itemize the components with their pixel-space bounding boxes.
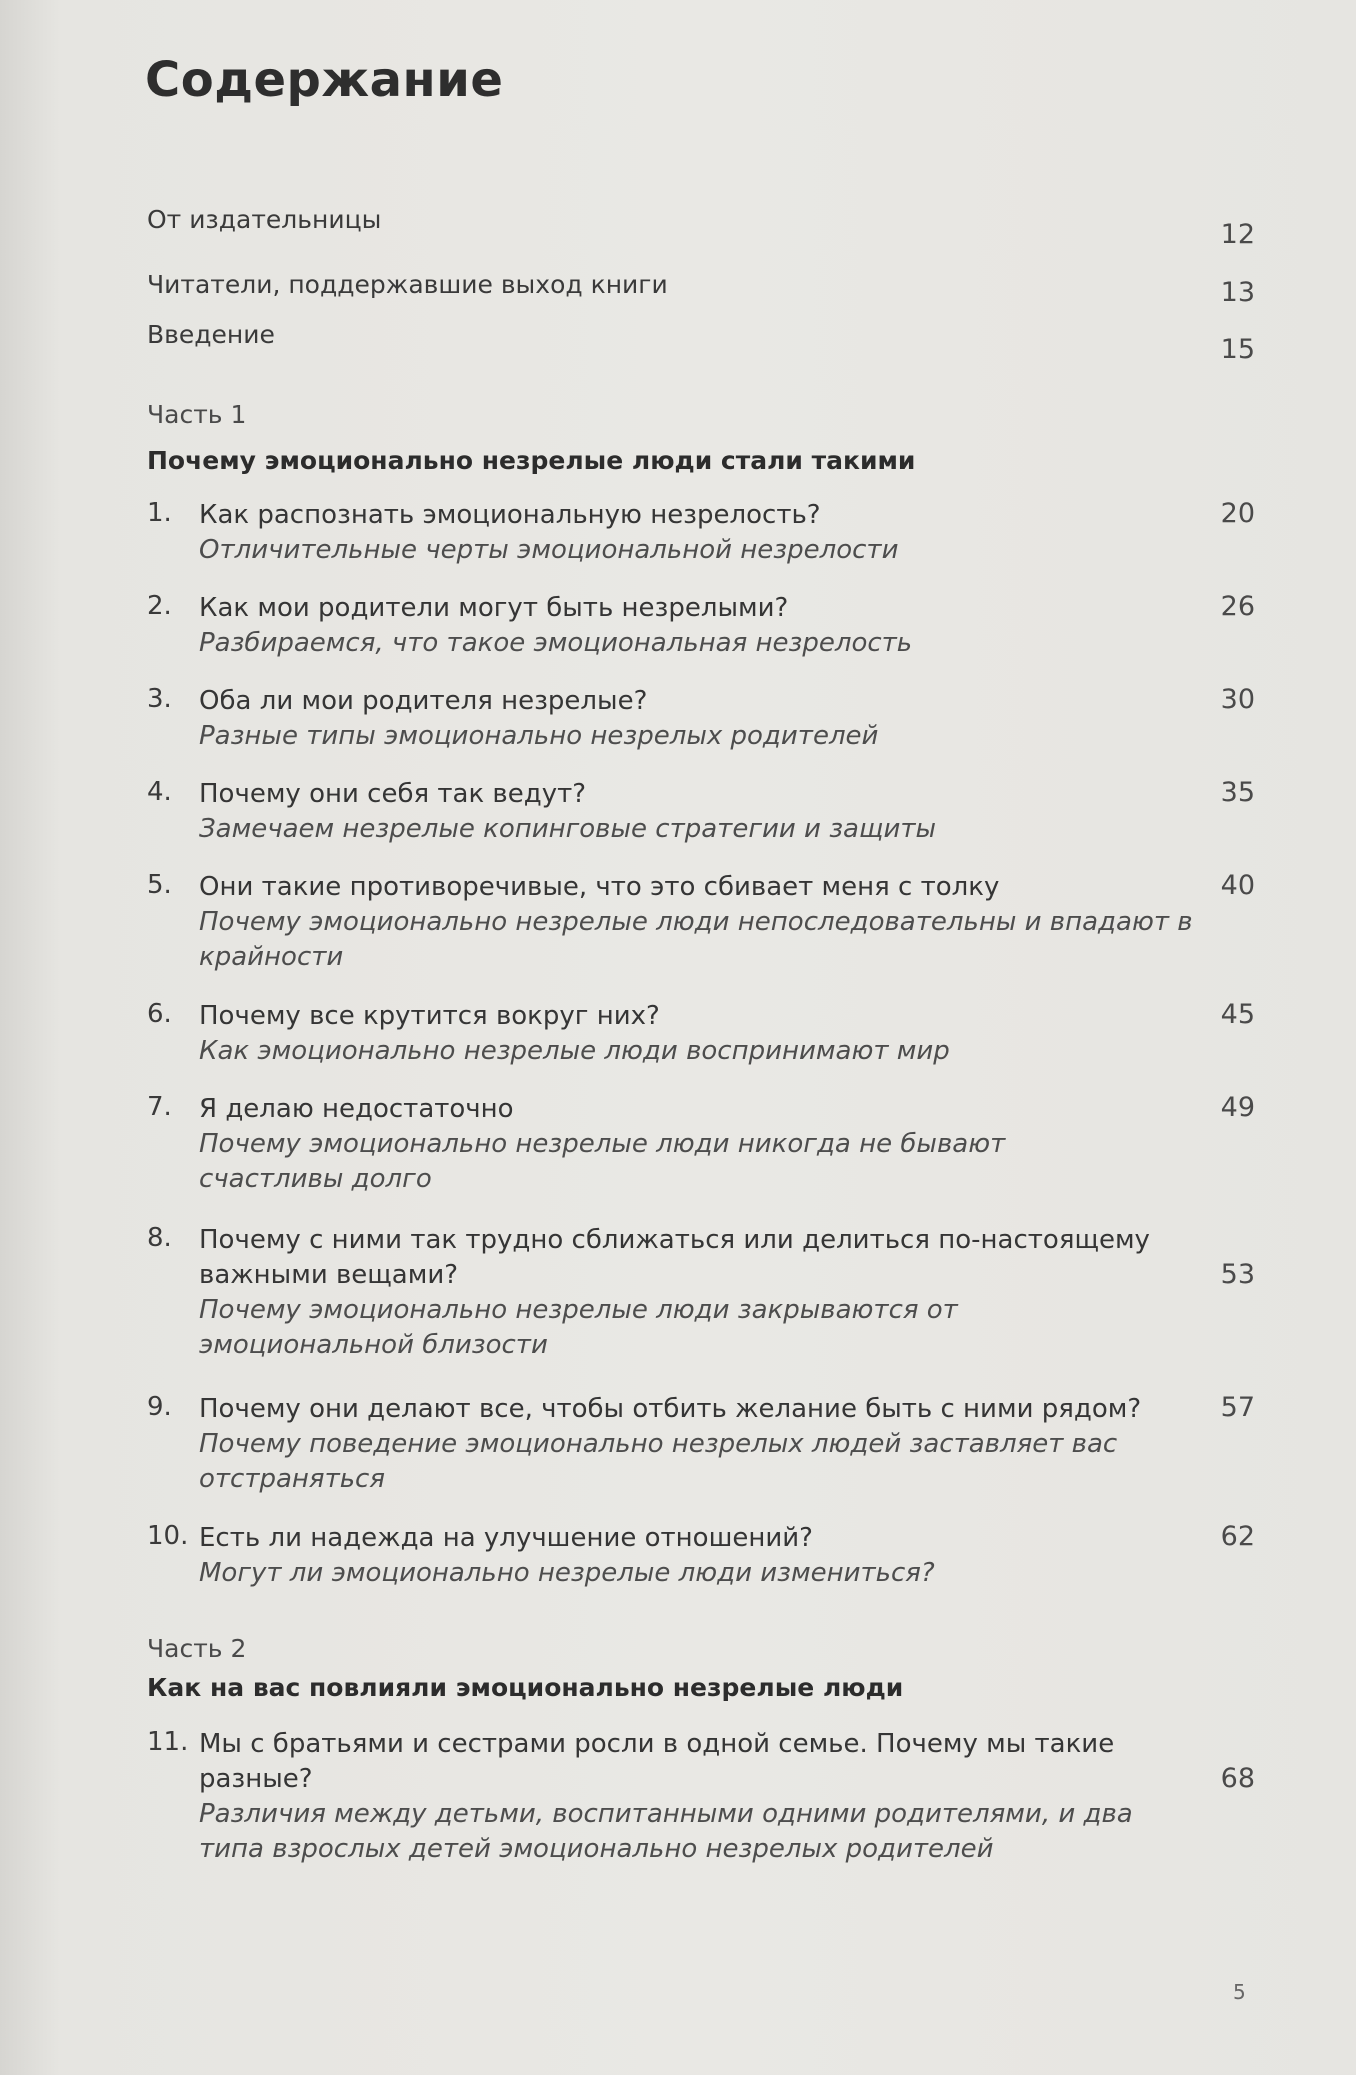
chapter-title: Я делаю недостаточно	[199, 1094, 514, 1124]
chapter-number: 10.	[147, 1521, 189, 1551]
chapter-title: Мы с братьями и сестрами росли в одной семье. Почему мы такие разные?	[199, 1729, 1115, 1794]
page-number: 15	[1220, 334, 1255, 365]
chapter-number: 7.	[147, 1092, 172, 1122]
page-number: 26	[1220, 591, 1255, 622]
page-number: 57	[1220, 1392, 1255, 1423]
toc-entry-front-matter[interactable]	[147, 320, 1255, 365]
page-number: 20	[1220, 498, 1255, 529]
chapter-title: Есть ли надежда на улучшение отношений?	[199, 1523, 813, 1553]
chapter-title: Как мои родители могут быть незрелыми?	[199, 593, 789, 623]
chapter-subtitle: Разные типы эмоционально незрелых родителей	[199, 721, 879, 751]
page-number: 12	[1220, 219, 1255, 250]
chapter-number: 9.	[147, 1392, 172, 1422]
page-number: 45	[1220, 999, 1255, 1030]
chapter-subtitle: Различия между детьми, воспитанными одними родителями, и два типа взрослых детей эмоционально незрелых родителей	[199, 1799, 1133, 1864]
page-number: 13	[1220, 277, 1255, 308]
chapter-subtitle: Как эмоционально незрелые люди воспринимают мир	[199, 1036, 950, 1066]
chapter-title: Почему они делают все, чтобы отбить желание быть с ними рядом?	[199, 1394, 1142, 1424]
page-number: 53	[1220, 1259, 1255, 1290]
chapter-number: 3.	[147, 684, 172, 714]
chapter-number: 4.	[147, 777, 172, 807]
chapter-number: 8.	[147, 1223, 172, 1253]
page-title: Содержание	[145, 52, 504, 108]
chapter-subtitle: Отличительные черты эмоциональной незрелости	[199, 535, 899, 565]
chapter-title: Почему они себя так ведут?	[199, 779, 587, 809]
chapter-subtitle: Могут ли эмоционально незрелые люди измениться?	[199, 1558, 935, 1588]
chapter-subtitle: Почему эмоционально незрелые люди непоследовательны и впадают в крайности	[199, 907, 1193, 972]
chapter-subtitle: Почему поведение эмоционально незрелых людей заставляет вас отстраняться	[199, 1429, 1118, 1494]
chapter-subtitle: Замечаем незрелые копинговые стратегии и защиты	[199, 814, 937, 844]
entry-title: Введение	[147, 320, 275, 349]
chapter-title: Почему все крутится вокруг них?	[199, 1001, 660, 1031]
chapter-number: 6.	[147, 999, 172, 1029]
chapter-subtitle: Разбираемся, что такое эмоциональная незрелость	[199, 628, 913, 658]
page-number: 40	[1220, 870, 1255, 901]
page-folio: 5	[1233, 1980, 1246, 2004]
chapter-number: 11.	[147, 1727, 189, 1757]
page-number: 62	[1220, 1521, 1255, 1552]
chapter-title: Как распознать эмоциональную незрелость?	[199, 500, 821, 530]
chapter-number: 2.	[147, 591, 172, 621]
chapter-subtitle: Почему эмоционально незрелые люди закрываются от эмоциональной близости	[199, 1295, 958, 1360]
part-label: Часть 2	[147, 1634, 247, 1663]
chapter-title: Они такие противоречивые, что это сбивает меня с толку	[199, 872, 1000, 902]
entry-title: От издательницы	[147, 205, 382, 234]
page-number: 68	[1220, 1763, 1255, 1794]
toc-entry-front-matter[interactable]	[147, 205, 1255, 250]
toc-entry-front-matter[interactable]	[147, 270, 1255, 310]
page-number: 49	[1220, 1092, 1255, 1123]
chapter-number: 1.	[147, 498, 172, 528]
chapter-number: 5.	[147, 870, 172, 900]
chapter-title: Оба ли мои родителя незрелые?	[199, 686, 648, 716]
page-number: 30	[1220, 684, 1255, 715]
chapter-subtitle: Почему эмоционально незрелые люди никогда не бывают счастливы долго	[199, 1129, 1006, 1194]
chapter-title: Почему с ними так трудно сближаться или делиться по-настоящему важными вещами?	[199, 1225, 1150, 1290]
part-label: Часть 1	[147, 400, 247, 429]
page-number: 35	[1220, 777, 1255, 808]
part-title: Как на вас повлияли эмоционально незрелые люди	[147, 1673, 904, 1702]
entry-title: Читатели, поддержавшие выход книги	[147, 270, 668, 299]
part-title: Почему эмоционально незрелые люди стали такими	[147, 446, 916, 475]
